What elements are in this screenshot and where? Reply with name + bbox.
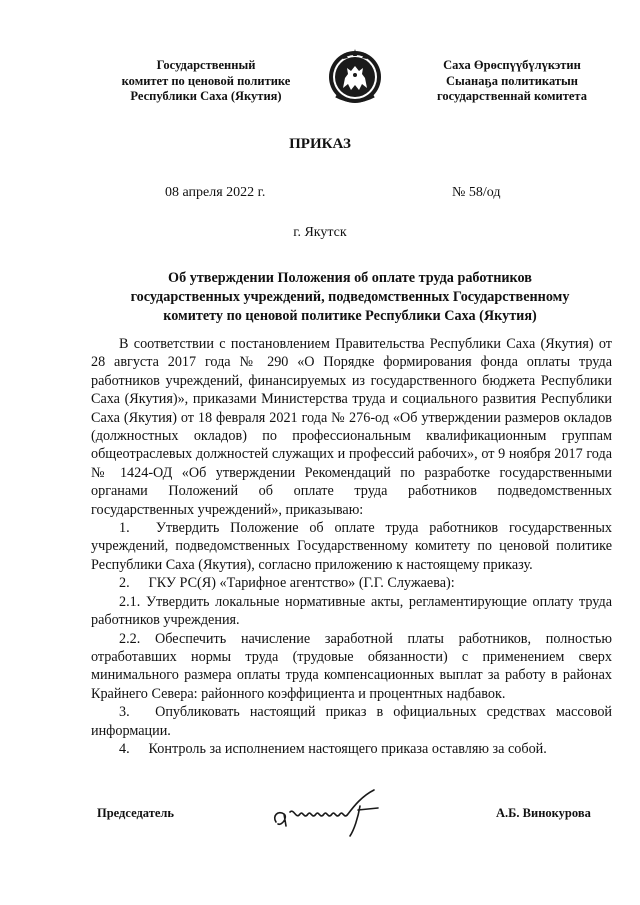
title-line: Об утверждении Положения об оплате труда работников — [168, 270, 532, 286]
org-name-yakut — [412, 58, 612, 105]
item-number: 1. — [119, 520, 130, 537]
handwritten-signature-icon — [270, 786, 390, 838]
item-text: Утвердить Положение об оплате труда работников государственных учреждений, подведомственных Государственному комитету по ценовой политике Республики Саха (Якутия), согласно приложению к настоящему приказу. — [91, 520, 612, 573]
document-title — [100, 269, 600, 326]
document-number: № 58/од — [452, 185, 501, 200]
org-name-line: комитет по ценовой политике — [121, 73, 291, 88]
org-name-line: Сыанаҕа политикатын — [446, 73, 578, 88]
org-name-line: государственнай комитета — [437, 89, 587, 103]
item-1 — [91, 519, 612, 574]
document-body — [91, 335, 612, 758]
signatory-role: Председатель — [97, 806, 175, 820]
yakutia-coat-of-arms-icon — [327, 44, 383, 110]
document-type: ПРИКАЗ — [289, 136, 351, 152]
signatory-name: А.Б. Винокурова — [496, 806, 591, 820]
title-line: государственных учреждений, подведомственных Государственному — [130, 289, 570, 305]
item-3 — [91, 703, 612, 740]
item-2 — [91, 574, 612, 592]
org-name-line: Республики Саха (Якутия) — [130, 89, 282, 103]
item-4 — [91, 740, 612, 758]
document-city: г. Якутск — [293, 225, 347, 240]
title-line: комитету по ценовой политике Республики Саха (Якутия) — [163, 308, 537, 324]
item-text: ГКУ РС(Я) «Тарифное агентство» (Г.Г. Служаева): — [148, 575, 455, 592]
item-number: 4. — [119, 740, 130, 757]
item-2-2: 2.2. Обеспечить начисление заработной платы работников, полностью отработавших нормы труда (трудовые обязанности) с применением сверх минимального размера оплаты труда компенсационных выплат за работу в районах Крайнего Севера: районного коэффициента и процентных надбавок. — [91, 630, 612, 702]
org-name-russian — [96, 58, 316, 105]
item-2-1: 2.1. Утвердить локальные нормативные акты, регламентирующие оплату труда работников учреждения. — [91, 593, 612, 629]
item-number: 3. — [119, 704, 130, 721]
document-date: 08 апреля 2022 г. — [165, 185, 266, 200]
item-number: 2. — [119, 575, 130, 592]
org-name-line: Саха Өрөспүүбүлүкэтин — [443, 58, 581, 72]
org-name-line: Государственный — [156, 58, 256, 72]
item-text: Контроль за исполнением настоящего приказа оставляю за собой. — [148, 740, 547, 757]
item-text: Опубликовать настоящий приказ в официальных средствах массовой информации. — [91, 704, 613, 739]
preamble-paragraph: В соответствии с постановлением Правительства Республики Саха (Якутия) от 28 августа 2017 года № 290 «О Порядке формирования фонда оплаты труда работников учреждений, финансируемых из государственного бюджета Республики Саха (Якутия)», приказами Министерства труда и социального развития Республики Саха (Якутия) от 18 февраля 2021 года № 276-од «Об утверждении размеров окладов (должностных окладов) по профессиональным квалификационным группам общеотраслевых должностей служащих и профессий рабочих», от 9 ноября 2017 года № 1424-ОД «Об утверждении Рекомендаций по разработке государственными органами Положений об оплате труда работников подведомственных государственных учреждений», приказываю: — [91, 336, 612, 518]
